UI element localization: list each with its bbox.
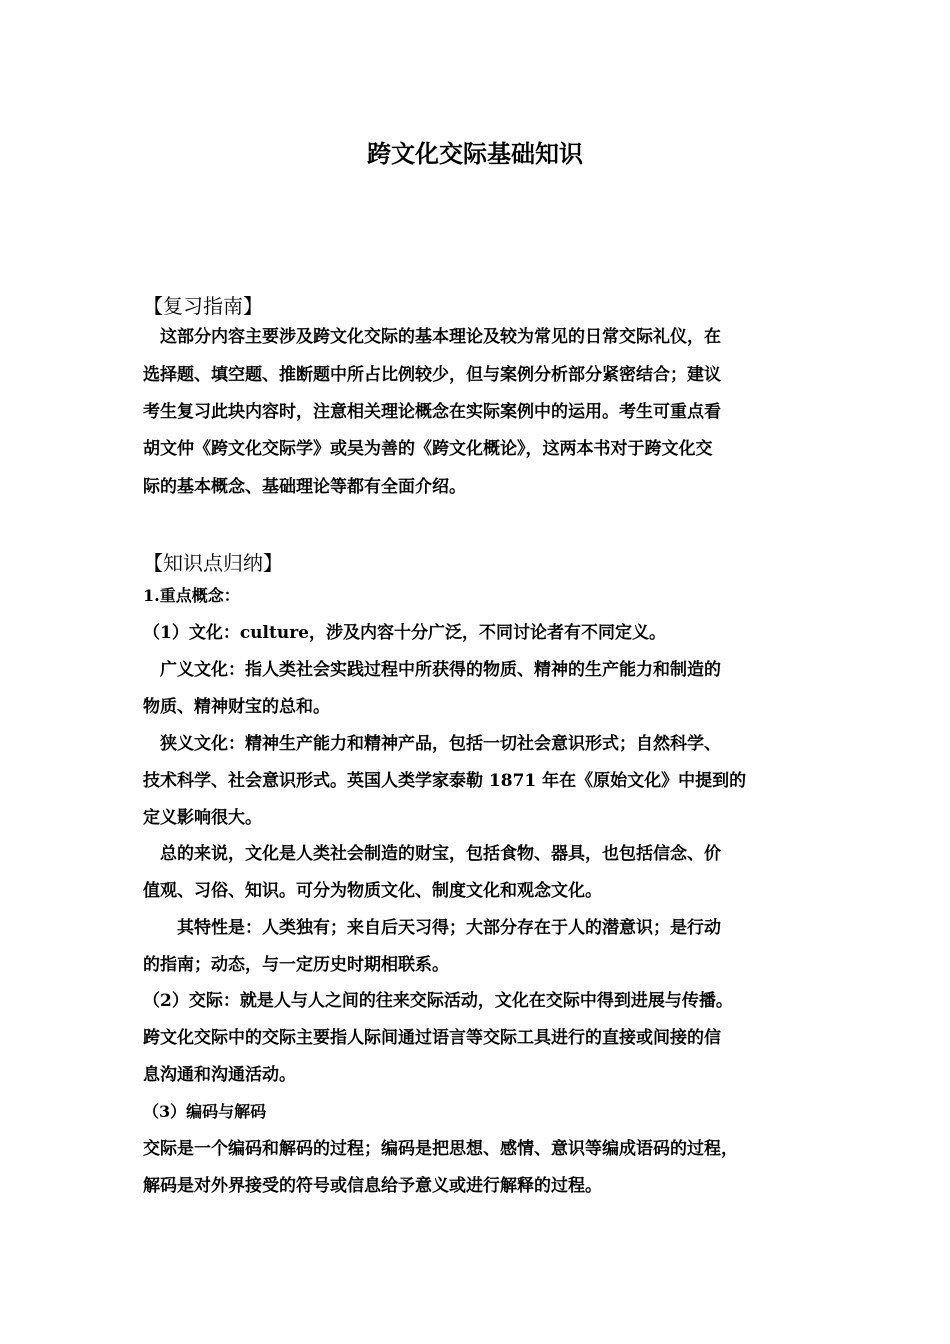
knowledge-line-12: （2）交际：就是人与人之间的往来交际活动，文化在交际中得到进展与传播。 — [143, 991, 733, 1011]
knowledge-line-7: 定义影响很大。 — [143, 808, 262, 828]
knowledge-line-13: 跨文化交际中的交际主要指人际间通过语言等交际工具进行的直接或间接的信 — [143, 1028, 721, 1048]
review-line-1: 这部分内容主要涉及跨文化交际的基本理论及较为常见的日常交际礼仪，在 — [143, 327, 721, 347]
review-line-4: 胡文仲《跨文化交际学》或吴为善的《跨文化概论》，这两本书对于跨文化交 — [143, 439, 713, 459]
knowledge-line-8: 总的来说，文化是人类社会制造的财宝，包括食物、器具，也包括信念、价 — [143, 844, 721, 864]
knowledge-summary-heading: 【知识点归纳】 — [143, 551, 283, 575]
review-line-3: 考生复习此块内容时，注意相关理论概念在实际案例中的运用。考生可重点看 — [143, 402, 721, 422]
knowledge-line-17: 解码是对外界接受的符号或信息给予意义或进行解释的过程。 — [143, 1176, 602, 1196]
review-line-5: 际的基本概念、基础理论等都有全面介绍。 — [143, 477, 466, 497]
knowledge-line-15: （3）编码与解码 — [143, 1102, 267, 1121]
review-line-2: 选择题、填空题、推断题中所占比例较少，但与案例分析部分紧密结合；建议 — [143, 365, 721, 385]
document-title: 跨文化交际基础知识 — [367, 139, 583, 168]
knowledge-line-14: 息沟通和沟通活动。 — [143, 1065, 296, 1085]
knowledge-line-9: 值观、习俗、知识。可分为物质文化、制度文化和观念文化。 — [143, 881, 602, 901]
knowledge-line-10: 其特性是：人类独有；来自后天习得；大部分存在于人的潜意识；是行动 — [143, 918, 721, 938]
knowledge-line-4: 物质、精神财宝的总和。 — [143, 697, 330, 717]
knowledge-line-16: 交际是一个编码和解码的过程；编码是把思想、感情、意识等编成语码的过程， — [143, 1139, 738, 1159]
knowledge-line-11: 的指南；动态，与一定历史时期相联系。 — [143, 955, 449, 975]
review-guide-heading: 【复习指南】 — [143, 294, 263, 318]
knowledge-line-1: 1.重点概念： — [143, 586, 240, 605]
knowledge-line-3: 广义文化：指人类社会实践过程中所获得的物质、精神的生产能力和制造的 — [143, 660, 721, 680]
knowledge-line-5: 狭义文化：精神生产能力和精神产品，包括一切社会意识形式；自然科学、 — [143, 734, 721, 754]
knowledge-line-2: （1）文化：culture，涉及内容十分广泛，不同讨论者有不同定义。 — [143, 623, 666, 643]
knowledge-line-6: 技术科学、社会意识形式。英国人类学家泰勒 1871 年在《原始文化》中提到的 — [143, 771, 747, 791]
